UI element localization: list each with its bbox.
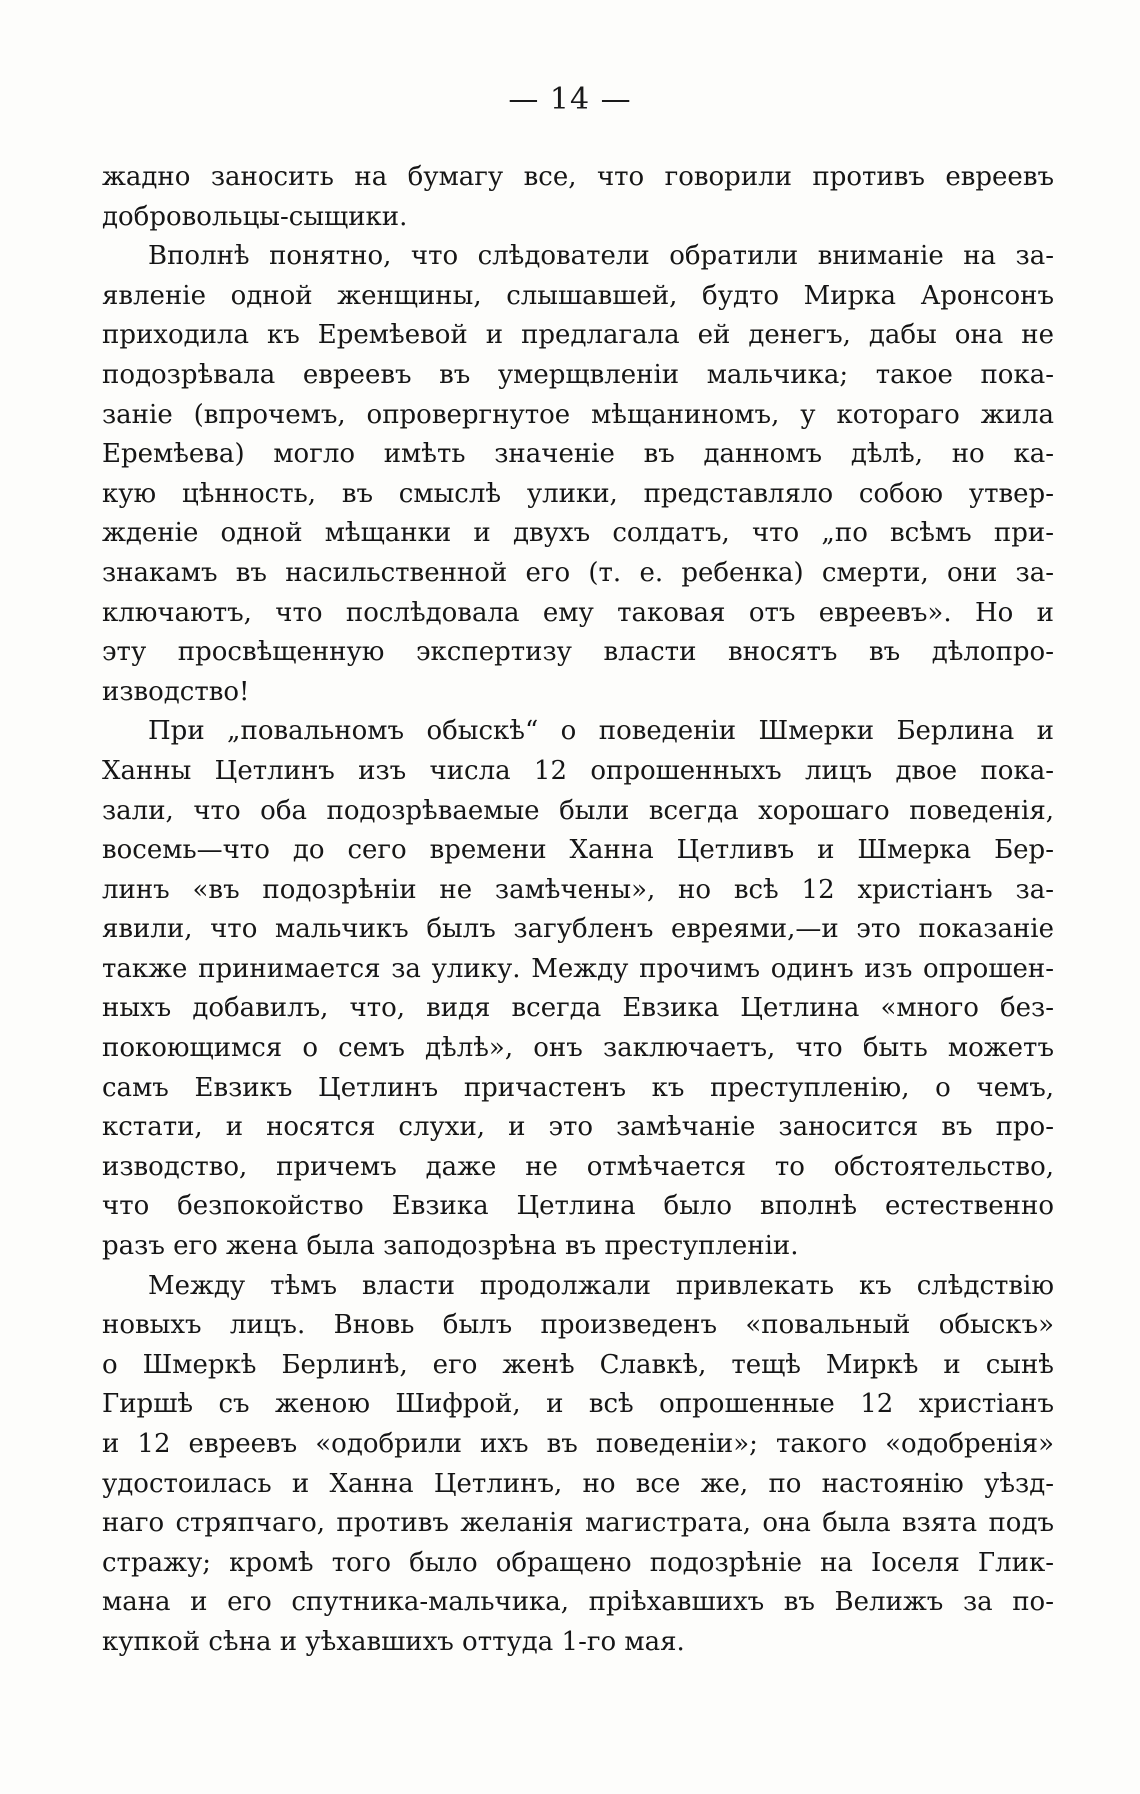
text-line: добровольцы-сыщики.: [102, 201, 408, 232]
text-line: Ханны Цетлинъ изъ числа 12 опрошенныхъ лицъ двое пока-: [102, 755, 1054, 786]
text-line: явили, что мальчикъ былъ загубленъ евреями,—и это показаніе: [102, 914, 1054, 945]
text-line: заніе (впрочемъ, опровергнутое мѣщаниномъ, у котораго жила: [102, 399, 1054, 430]
text-line: и 12 евреевъ «одобрили ихъ въ поведеніи»; такого «одобренія»: [102, 1429, 1054, 1459]
text-line: кстати, и носятся слухи, и это замѣчаніе заносится въ про-: [102, 1112, 1054, 1143]
paragraph: [102, 237, 1054, 712]
text-line: купкой сѣна и уѣхавшихъ оттуда 1-го мая.: [102, 1626, 685, 1657]
text-line: удостоилась и Ханна Цетлинъ, но все же, по настоянію уѣзд-: [102, 1468, 1054, 1499]
paragraph: [102, 158, 1054, 237]
paragraph: [102, 1267, 1054, 1663]
text-line: стражу; кромѣ того было обращено подозрѣніе на Іоселя Глик-: [102, 1547, 1054, 1578]
text-line: линъ «въ подозрѣніи не замѣчены», но всѣ 12 христіанъ за-: [102, 874, 1054, 905]
text-line: Между тѣмъ власти продолжали привлекать къ слѣдствію: [148, 1270, 1054, 1301]
text-line: покоющимся о семъ дѣлѣ», онъ заключаетъ, что быть можетъ: [102, 1033, 1054, 1064]
text-line: самъ Евзикъ Цетлинъ причастенъ къ преступленію, о чемъ,: [102, 1072, 1054, 1103]
text-line: жденіе одной мѣщанки и двухъ солдатъ, что „по всѣмъ при-: [102, 518, 1054, 549]
text-line: ныхъ добавилъ, что, видя всегда Евзика Цетлина «много без-: [102, 993, 1054, 1024]
text-line: При „повальномъ обыскѣ“ о поведеніи Шмерки Берлина и: [148, 716, 1054, 747]
body-text: [102, 158, 1054, 1663]
text-line: эту просвѣщенную экспертизу власти вносятъ въ дѣлопро-: [102, 637, 1054, 668]
text-line: восемь—что до сего времени Ханна Цетливъ и Шмерка Бер-: [102, 835, 1054, 866]
paragraph: [102, 712, 1054, 1266]
text-line: Вполнѣ понятно, что слѣдователи обратили вниманіе на за-: [148, 241, 1054, 272]
text-line: жадно заносить на бумагу все, что говорили противъ евреевъ: [102, 162, 1054, 192]
text-line: также принимается за улику. Между прочимъ одинъ изъ опрошен-: [102, 953, 1054, 984]
text-line: разъ его жена была заподозрѣна въ преступленіи.: [102, 1231, 799, 1262]
text-line: мана и его спутника-мальчика, пріѣхавшихъ въ Велижъ за по-: [102, 1587, 1054, 1618]
text-line: о Шмеркѣ Берлинѣ, его женѣ Славкѣ, тещѣ Миркѣ и сынѣ: [102, 1349, 1054, 1380]
text-line: изводство, причемъ даже не отмѣчается то обстоятельство,: [102, 1151, 1054, 1182]
text-line: изводство!: [102, 676, 250, 707]
text-line: зали, что оба подозрѣваемые были всегда хорошаго поведенія,: [102, 795, 1054, 826]
text-line: Гиршѣ съ женою Шифрой, и всѣ опрошенные 12 христіанъ: [102, 1389, 1054, 1420]
page-number: — 14 —: [508, 82, 632, 117]
text-line: наго стряпчаго, противъ желанія магистрата, она была взята подъ: [102, 1508, 1054, 1539]
text-line: подозрѣвала евреевъ въ умерщвленіи мальчика; такое пока-: [102, 359, 1054, 390]
text-line: Еремѣева) могло имѣть значеніе въ данномъ дѣлѣ, но ка-: [102, 439, 1054, 470]
text-line: новыхъ лицъ. Вновь былъ произведенъ «повальный обыскъ»: [102, 1310, 1054, 1341]
text-line: что безпокойство Евзика Цетлина было вполнѣ естественно: [102, 1191, 1054, 1222]
text-line: явленіе одной женщины, слышавшей, будто Мирка Аронсонъ: [102, 280, 1054, 311]
text-line: кую цѣнность, въ смыслѣ улики, представляло собою утвер-: [102, 478, 1054, 509]
text-line: приходила къ Еремѣевой и предлагала ей денегъ, дабы она не: [102, 320, 1054, 351]
text-line: знакамъ въ насильственной его (т. е. ребенка) смерти, они за-: [102, 557, 1054, 588]
text-line: ключаютъ, что послѣдовала ему таковая отъ евреевъ». Но и: [102, 597, 1054, 628]
